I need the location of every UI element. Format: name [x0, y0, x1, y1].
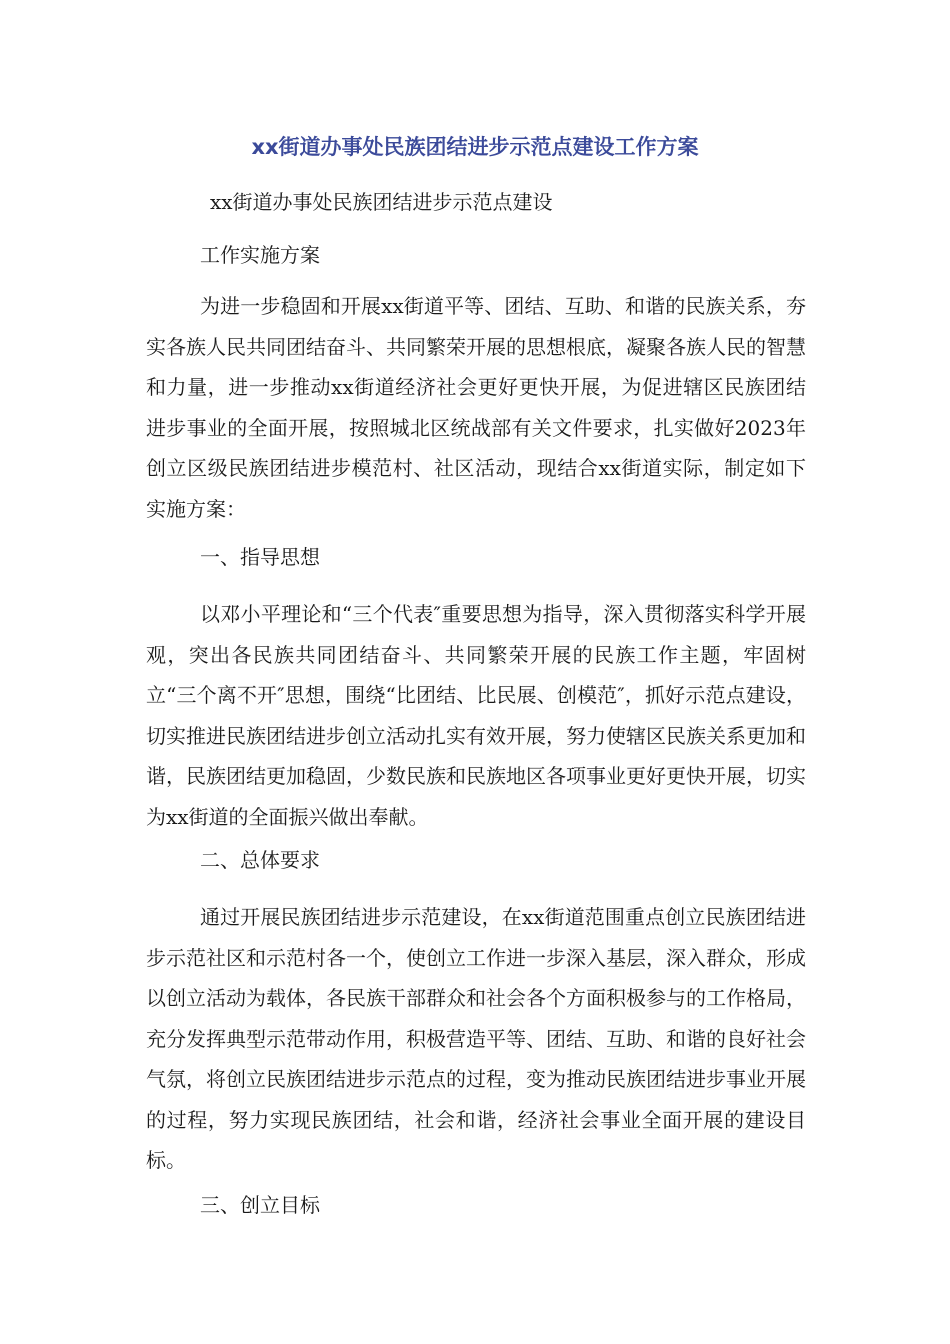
intro-paragraph: 为进一步稳固和开展xx街道平等、团结、互助、和谐的民族关系，夯实各族人民共同团结奋斗、共同繁荣开展的思想根底，凝聚各族人民的智慧和力量，进一步推动xx街道经济社会更好更快开展，为促进辖区民族团结进步事业的全面开展，按照城北区统战部有关文件要求，扎实做好2023年创立区级民族团结进步模范村、社区活动，现结合xx街道实际，制定如下实施方案：: [146, 294, 806, 521]
section-2-heading: 二、总体要求: [200, 848, 320, 872]
subtitle-line-1: xx街道办事处民族团结进步示范点建设: [210, 190, 553, 214]
section-1-heading: 一、指导思想: [200, 545, 320, 569]
section-2-paragraph: 通过开展民族团结进步示范建设，在xx街道范围重点创立民族团结进步示范社区和示范村各一个，使创立工作进一步深入基层，深入群众，形成以创立活动为载体，各民族干部群众和社会各个方面积极参与的工作格局，充分发挥典型示范带动作用，积极营造平等、团结、互助、和谐的良好社会气氛，将创立民族团结进步示范点的过程，变为推动民族团结进步事业开展的过程，努力实现民族团结，社会和谐，经济社会事业全面开展的建设目标。: [146, 905, 806, 1172]
section-1-paragraph: 以邓小平理论和“三个代表″重要思想为指导，深入贯彻落实科学开展观，突出各民族共同团结奋斗、共同繁荣开展的民族工作主题，牢固树立“三个离不开″思想，围绕“比团结、比民展、创模范″，抓好示范点建设，切实推进民族团结进步创立活动扎实有效开展，努力使辖区民族关系更加和谐，民族团结更加稳固，少数民族和民族地区各项事业更好更快开展，切实为xx街道的全面振兴做出奉献。: [146, 602, 806, 829]
subtitle-line-2: 工作实施方案: [200, 243, 320, 267]
section-3-heading: 三、创立目标: [200, 1193, 320, 1217]
document-title: xx街道办事处民族团结进步示范点建设工作方案: [251, 135, 699, 159]
